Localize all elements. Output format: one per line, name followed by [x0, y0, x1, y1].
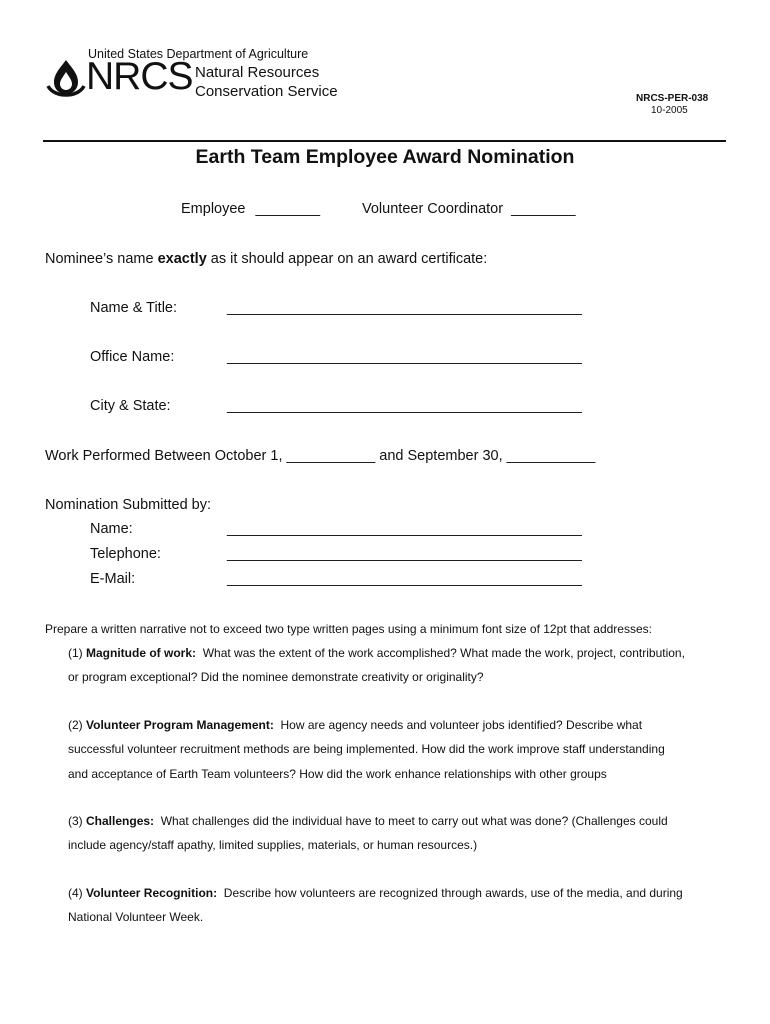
- work-period-pre: Work Performed Between October 1,: [45, 448, 283, 464]
- form-date: 10-2005: [651, 105, 688, 116]
- item-text: What challenges did the individual have to meet to carry out what was done? (Challenges could: [160, 814, 668, 828]
- item-number: (2): [68, 718, 83, 732]
- narrative-item-3-line-2: include agency/staff apathy, limited supplies, materials, or human resources.): [68, 838, 478, 852]
- coordinator-label: Volunteer Coordinator: [362, 201, 504, 217]
- field-label-telephone: Telephone:: [90, 546, 161, 562]
- employee-label: Employee: [181, 201, 246, 217]
- telephone-field[interactable]: ____________________________________________: [227, 546, 582, 562]
- nominee-intro-post: as it should appear on an award certificate:: [206, 251, 488, 267]
- field-label-office-name: Office Name:: [90, 349, 175, 365]
- item-text: Describe how volunteers are recognized through awards, use of the media, and during: [223, 886, 683, 900]
- employee-blank[interactable]: ________: [255, 201, 321, 217]
- nominee-intro-emphasis: exactly: [157, 251, 207, 267]
- narrative-item-1-line-2: or program exceptional? Did the nominee demonstrate creativity or originality?: [68, 670, 484, 684]
- submitter-name-field[interactable]: ____________________________________________: [227, 521, 582, 537]
- item-heading: Challenges:: [86, 814, 155, 828]
- field-label-city-state: City & State:: [90, 398, 171, 414]
- narrative-item-4-line-1: [68, 886, 683, 900]
- city-state-field[interactable]: ____________________________________________: [227, 398, 582, 414]
- narrative-item-2-line-1: [68, 718, 642, 732]
- item-number: (4): [68, 886, 83, 900]
- item-heading: Volunteer Program Management:: [86, 718, 274, 732]
- item-number: (3): [68, 814, 83, 828]
- work-period-mid: and September 30,: [379, 448, 503, 464]
- page-title: Earth Team Employee Award Nomination: [195, 146, 575, 168]
- form-id: NRCS-PER-038: [636, 93, 709, 104]
- agency-name-line2: Conservation Service: [195, 83, 338, 100]
- agency-name-line1: Natural Resources: [195, 64, 320, 81]
- coordinator-blank[interactable]: ________: [511, 201, 576, 217]
- office-name-field[interactable]: ____________________________________________: [227, 349, 582, 365]
- field-label-email: E-Mail:: [90, 571, 136, 587]
- narrative-item-2-line-2: successful volunteer recruitment methods are being implemented. How did the work improve staff understanding: [68, 742, 665, 756]
- work-start-year-field[interactable]: ___________: [286, 448, 376, 464]
- work-period-line: [45, 448, 595, 464]
- item-text: What was the extent of the work accomplished? What made the work, project, contribution,: [202, 646, 685, 660]
- employee-option[interactable]: [181, 201, 320, 217]
- item-heading: Magnitude of work:: [86, 646, 197, 660]
- submitter-heading: Nomination Submitted by:: [45, 497, 212, 513]
- header-rule: [43, 140, 726, 142]
- agency-department: United States Department of Agriculture: [88, 47, 309, 61]
- narrative-item-2-line-3: and acceptance of Earth Team volunteers? How did the work enhance relationships with other groups: [68, 767, 607, 781]
- email-field[interactable]: ____________________________________________: [227, 571, 582, 587]
- item-heading: Volunteer Recognition:: [86, 886, 218, 900]
- nrcs-logo-drop-icon: [46, 58, 86, 100]
- narrative-item-4-line-2: National Volunteer Week.: [68, 910, 204, 924]
- nominee-intro: [45, 251, 487, 267]
- name-title-field[interactable]: ____________________________________________: [227, 300, 582, 316]
- work-end-year-field[interactable]: ___________: [506, 448, 596, 464]
- narrative-item-1-line-1: [68, 646, 685, 660]
- item-text: How are agency needs and volunteer jobs identified? Describe what: [280, 718, 643, 732]
- nominee-intro-pre: Nominee’s name: [45, 251, 158, 267]
- item-number: (1): [68, 646, 83, 660]
- narrative-intro: Prepare a written narrative not to exceed two type written pages using a minimum font size of 12pt that addresses:: [45, 622, 652, 636]
- field-label-name-title: Name & Title:: [90, 300, 178, 316]
- field-label-submitter-name: Name:: [90, 521, 133, 537]
- agency-acronym: NRCS: [86, 55, 193, 98]
- narrative-item-3-line-1: [68, 814, 668, 828]
- coordinator-option[interactable]: [362, 201, 576, 217]
